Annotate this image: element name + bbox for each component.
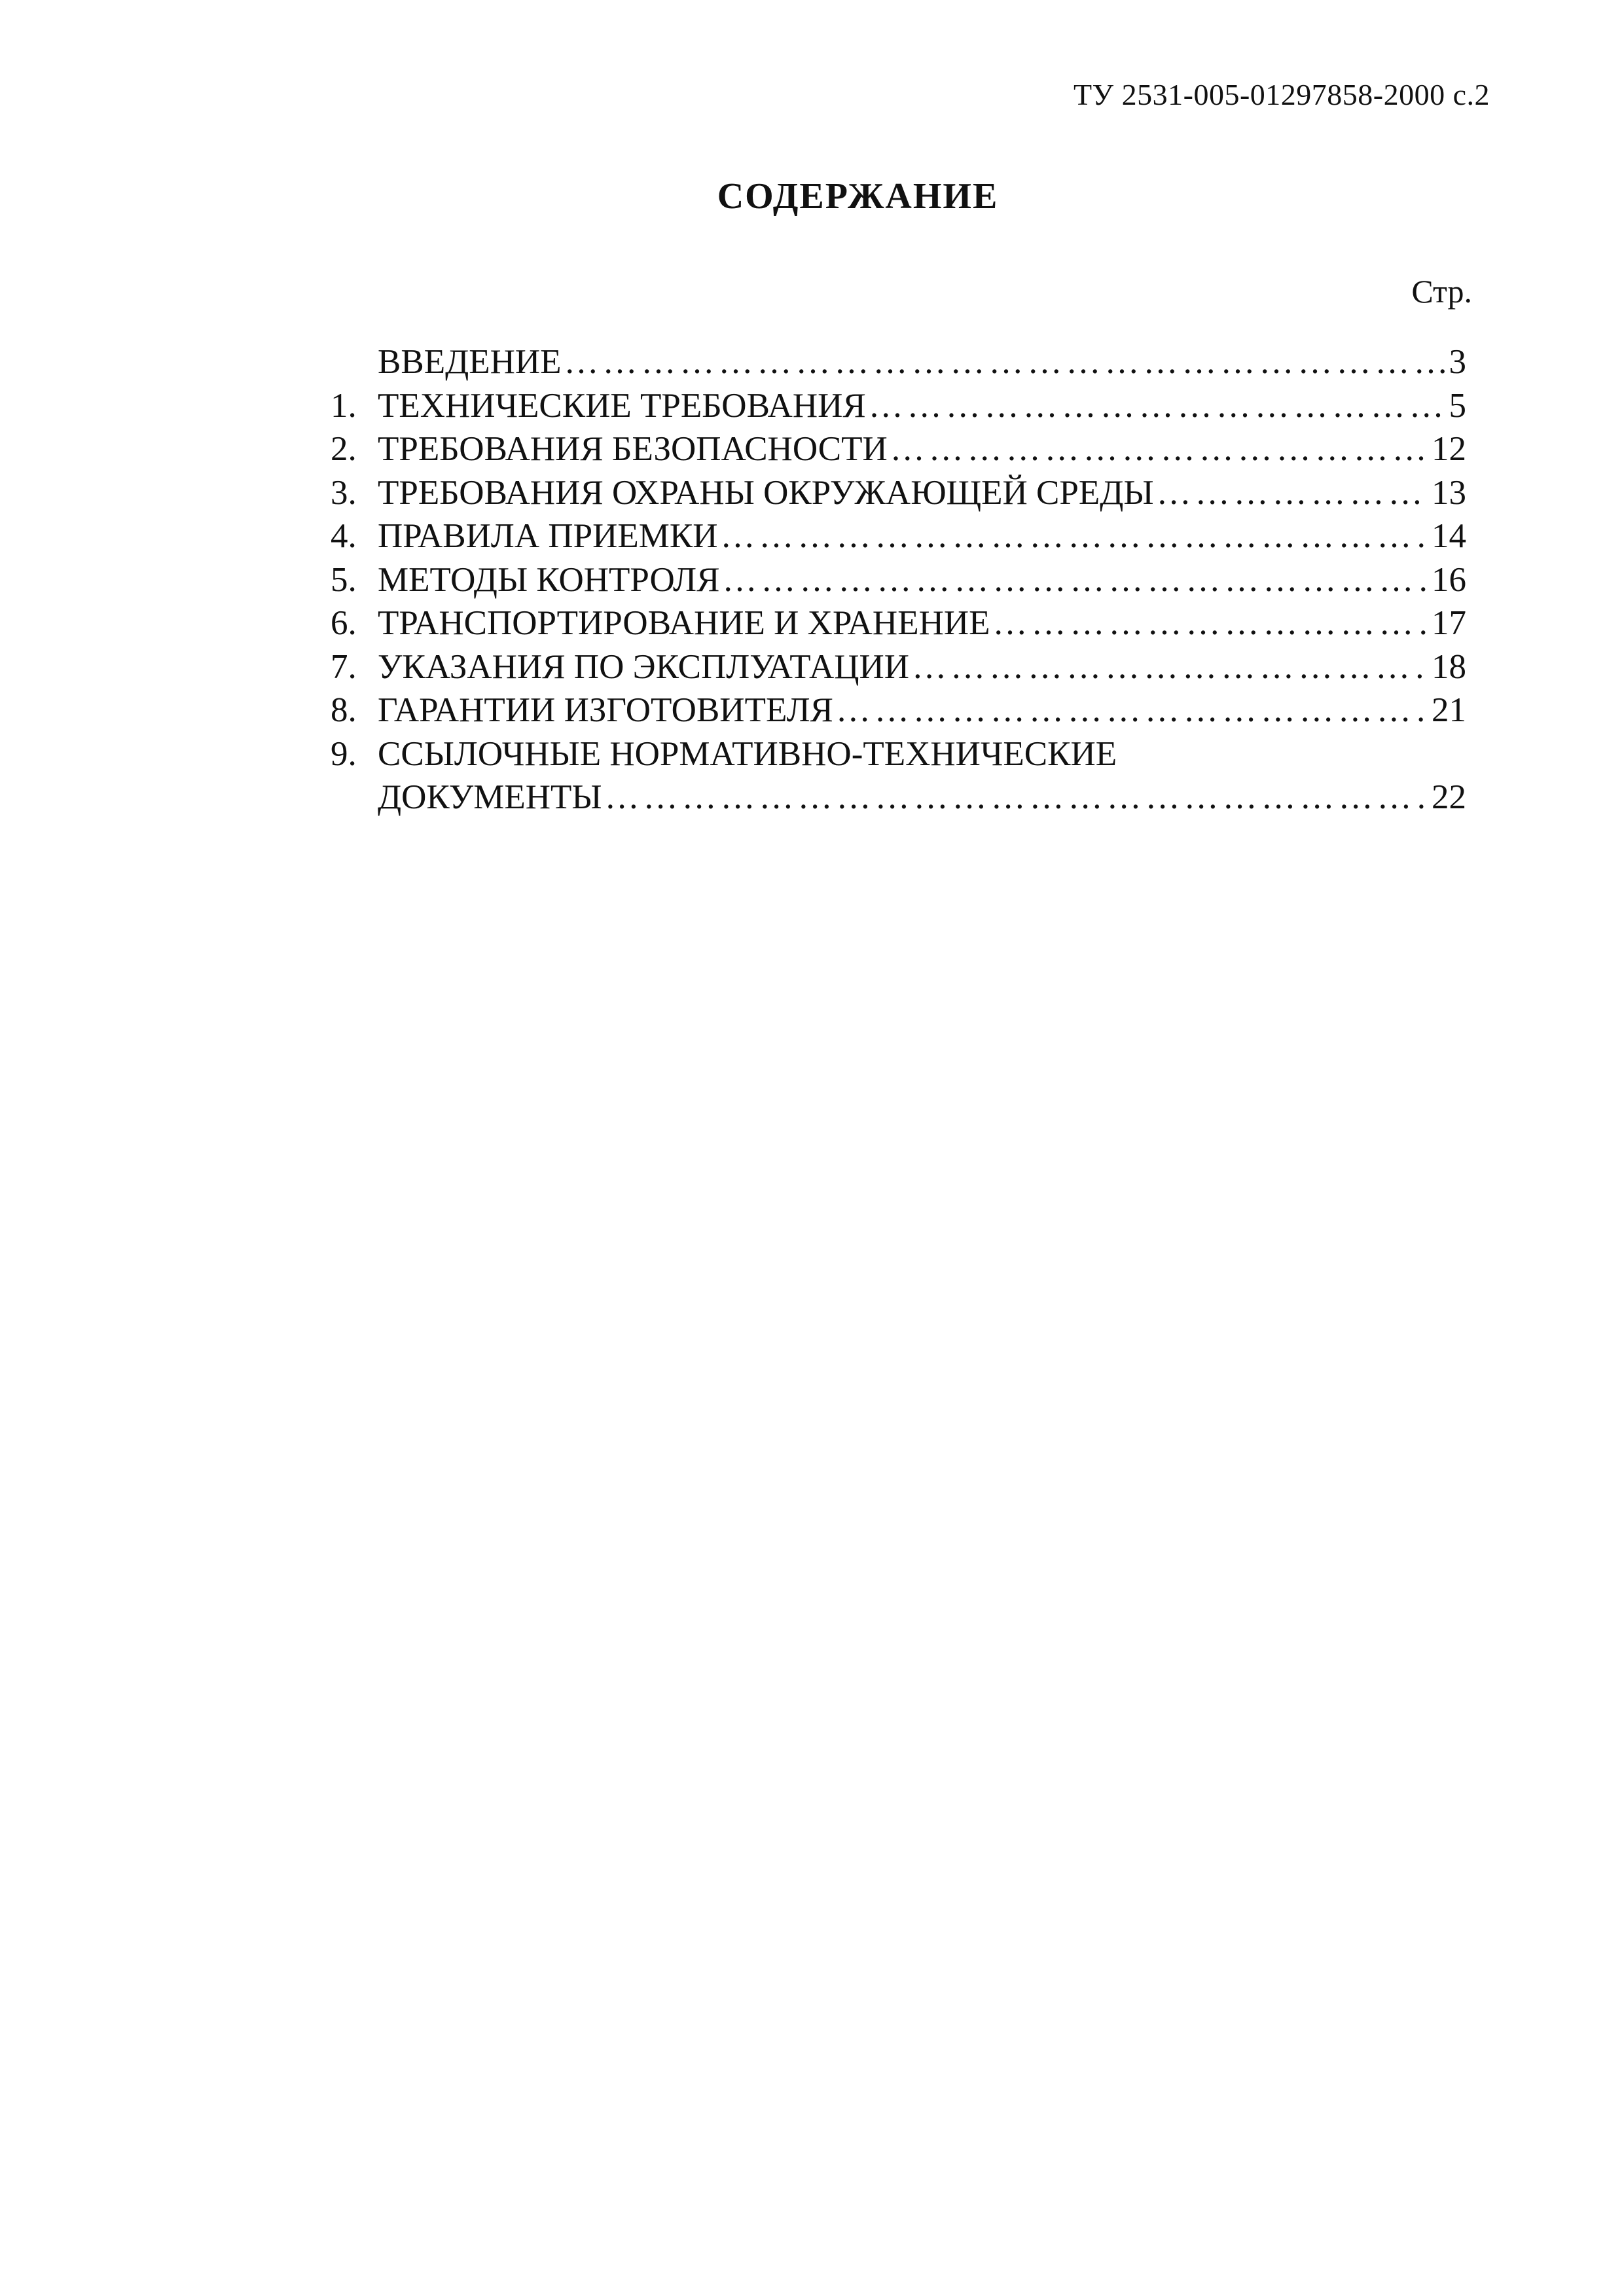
page-title: СОДЕРЖАНИЕ <box>717 176 999 217</box>
dot-leader <box>912 645 1429 689</box>
toc-entry-page: 17 <box>1432 604 1466 642</box>
toc-entry-operating-instructions[interactable] <box>331 645 1466 689</box>
table-of-contents <box>331 340 1466 819</box>
toc-entry-label: ВВЕДЕНИЕ <box>378 343 562 381</box>
toc-entry-reference-documents[interactable] <box>331 732 1466 776</box>
toc-entry-page: 13 <box>1432 473 1466 512</box>
toc-entry-technical-requirements[interactable] <box>331 384 1466 428</box>
dot-leader <box>1157 471 1429 515</box>
toc-entry-number: 2. <box>331 430 357 468</box>
toc-entry-number: 8. <box>331 691 357 729</box>
dot-leader <box>869 384 1447 428</box>
toc-entry-manufacturer-warranty[interactable] <box>331 689 1466 732</box>
toc-entry-number: 6. <box>331 604 357 642</box>
toc-entry-label: ССЫЛОЧНЫЕ НОРМАТИВНО-ТЕХНИЧЕСКИЕ <box>378 734 1117 773</box>
toc-entry-page: 3 <box>1449 343 1466 381</box>
toc-entry-page: 21 <box>1432 691 1466 729</box>
dot-leader <box>836 689 1429 732</box>
dot-leader <box>890 427 1429 471</box>
toc-entry-label: ПРАВИЛА ПРИЕМКИ <box>378 517 718 555</box>
toc-entry-acceptance-rules[interactable] <box>331 514 1466 558</box>
toc-entry-page: 16 <box>1432 560 1466 599</box>
toc-entry-page: 18 <box>1432 647 1466 686</box>
toc-entry-number: 3. <box>331 473 357 512</box>
dot-leader <box>722 558 1429 602</box>
toc-entry-page: 22 <box>1432 778 1466 816</box>
toc-entry-transport-storage[interactable] <box>331 601 1466 645</box>
toc-entry-introduction[interactable] <box>331 340 1466 384</box>
document-code-header: ТУ 2531-005-01297858-2000 с.2 <box>1073 78 1490 111</box>
toc-entry-safety-requirements[interactable] <box>331 427 1466 471</box>
dot-leader <box>605 776 1429 819</box>
toc-entry-number: 9. <box>331 734 357 773</box>
toc-entry-environmental-requirements[interactable] <box>331 471 1466 515</box>
toc-entry-label: ТРАНСПОРТИРОВАНИЕ И ХРАНЕНИЕ <box>378 604 990 642</box>
toc-entry-number: 5. <box>331 560 357 599</box>
dot-leader <box>721 514 1430 558</box>
toc-entry-label: ДОКУМЕНТЫ <box>378 778 602 816</box>
page-column-label: Стр. <box>1411 273 1472 310</box>
toc-entry-page: 12 <box>1432 430 1466 468</box>
dot-leader <box>564 340 1447 384</box>
toc-entry-page: 14 <box>1432 517 1466 555</box>
toc-entry-control-methods[interactable] <box>331 558 1466 602</box>
toc-entry-label: ТРЕБОВАНИЯ ОХРАНЫ ОКРУЖАЮЩЕЙ СРЕДЫ <box>378 473 1154 512</box>
toc-entry-number: 1. <box>331 386 357 425</box>
toc-entry-label: ТЕХНИЧЕСКИЕ ТРЕБОВАНИЯ <box>378 386 866 425</box>
toc-entry-label: ТРЕБОВАНИЯ БЕЗОПАСНОСТИ <box>378 430 888 468</box>
toc-entry-page: 5 <box>1449 386 1466 425</box>
toc-entry-label: УКАЗАНИЯ ПО ЭКСПЛУАТАЦИИ <box>378 647 910 686</box>
toc-entry-reference-documents-continued[interactable] <box>331 776 1466 819</box>
dot-leader <box>993 601 1430 645</box>
toc-entry-number: 4. <box>331 517 357 555</box>
toc-entry-label: МЕТОДЫ КОНТРОЛЯ <box>378 560 720 599</box>
toc-entry-number: 7. <box>331 647 357 686</box>
toc-entry-label: ГАРАНТИИ ИЗГОТОВИТЕЛЯ <box>378 691 833 729</box>
